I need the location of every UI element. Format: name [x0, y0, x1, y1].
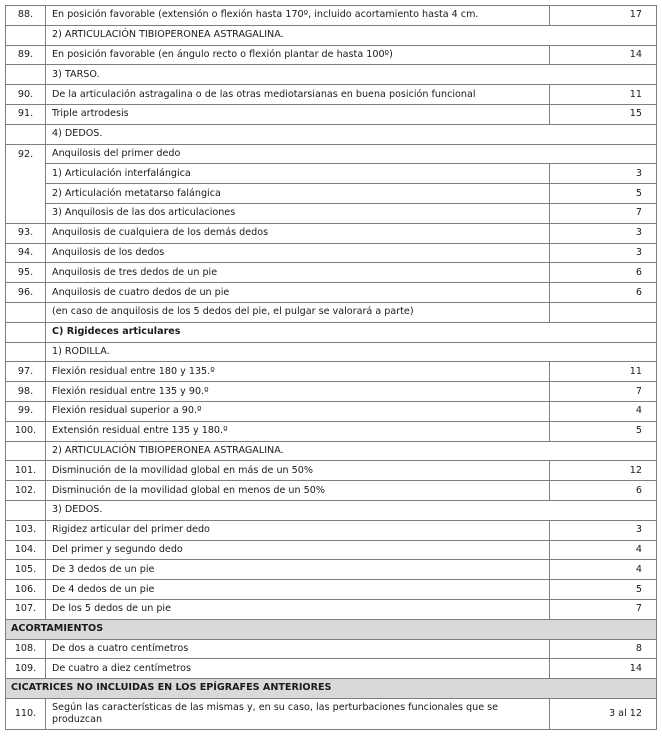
table-row — [6, 85, 657, 105]
empty-number-cell — [6, 322, 46, 342]
item-points: 3 — [550, 223, 657, 243]
item-points: 3 — [550, 520, 657, 540]
item-description: De 4 dedos de un pie — [46, 580, 550, 600]
item-number: 99. — [6, 401, 46, 421]
item-description: Flexión residual entre 135 y 90.º — [46, 382, 550, 402]
sub-item-description: 3) Anquilosis de las dos articulaciones — [46, 203, 550, 223]
item-points: 12 — [550, 461, 657, 481]
item-points: 3 al 12 — [550, 698, 657, 729]
item-points: 11 — [550, 362, 657, 382]
table-row — [6, 461, 657, 481]
item-description: Flexión residual superior a 90.º — [46, 401, 550, 421]
subheading-row — [6, 441, 657, 461]
item-description: Del primer y segundo dedo — [46, 540, 550, 560]
item-number: 95. — [6, 263, 46, 283]
scale-table — [5, 5, 657, 730]
table-row — [6, 263, 657, 283]
item-number: 103. — [6, 520, 46, 540]
table-row — [6, 144, 657, 164]
item-number: 93. — [6, 223, 46, 243]
subheading-row — [6, 65, 657, 85]
sub-item-row — [6, 164, 657, 184]
item-description: De los 5 dedos de un pie — [46, 599, 550, 619]
item-points: 5 — [550, 421, 657, 441]
subheading-label: 2) ARTICULACIÓN TIBIOPERONEA ASTRAGALINA. — [46, 25, 657, 45]
table-row — [6, 223, 657, 243]
item-points: 6 — [550, 263, 657, 283]
table-row — [6, 698, 657, 729]
item-number: 96. — [6, 283, 46, 303]
subheading-label: 1) RODILLA. — [46, 342, 657, 362]
empty-number-cell — [6, 441, 46, 461]
item-number: 97. — [6, 362, 46, 382]
table-row — [6, 283, 657, 303]
item-description: Rigidez articular del primer dedo — [46, 520, 550, 540]
section-header-row — [6, 619, 657, 639]
item-points: 15 — [550, 104, 657, 124]
item-description: Extensión residual entre 135 y 180.º — [46, 421, 550, 441]
subheading-label: C) Rigideces articulares — [46, 322, 657, 342]
table-row — [6, 659, 657, 679]
item-points: 11 — [550, 85, 657, 105]
item-points: 7 — [550, 599, 657, 619]
item-description: De dos a cuatro centímetros — [46, 639, 550, 659]
subheading-row — [6, 124, 657, 144]
item-number: 101. — [6, 461, 46, 481]
table-row — [6, 599, 657, 619]
item-points: 4 — [550, 401, 657, 421]
item-points: 3 — [550, 243, 657, 263]
item-description: Disminución de la movilidad global en menos de un 50% — [46, 481, 550, 501]
item-number: 89. — [6, 45, 46, 65]
item-number: 109. — [6, 659, 46, 679]
empty-number-cell — [6, 500, 46, 520]
subheading-row — [6, 322, 657, 342]
note-row — [6, 302, 657, 322]
subheading-label: 3) TARSO. — [46, 65, 657, 85]
item-points: 17 — [550, 6, 657, 26]
item-description: Disminución de la movilidad global en más de un 50% — [46, 461, 550, 481]
table-row — [6, 104, 657, 124]
empty-points-cell — [550, 302, 657, 322]
item-number: 92. — [6, 144, 46, 223]
section-header-row — [6, 679, 657, 699]
item-points: 4 — [550, 560, 657, 580]
item-number: 110. — [6, 698, 46, 729]
item-description: En posición favorable (extensión o flexión hasta 170º, incluido acortamiento hasta 4 cm. — [46, 6, 550, 26]
item-description: En posición favorable (en ángulo recto o flexión plantar de hasta 100º) — [46, 45, 550, 65]
sub-item-row — [6, 184, 657, 204]
item-number: 106. — [6, 580, 46, 600]
item-number: 98. — [6, 382, 46, 402]
table-row — [6, 243, 657, 263]
table-row — [6, 481, 657, 501]
subheading-label: 3) DEDOS. — [46, 500, 657, 520]
item-points: 14 — [550, 659, 657, 679]
item-number: 105. — [6, 560, 46, 580]
item-description: Triple artrodesis — [46, 104, 550, 124]
section-title: CICATRICES NO INCLUIDAS EN LOS EPÍGRAFES ANTERIORES — [6, 679, 657, 699]
table-row — [6, 639, 657, 659]
subheading-label: 4) DEDOS. — [46, 124, 657, 144]
table-row — [6, 362, 657, 382]
sub-item-description: 1) Articulación interfalángica — [46, 164, 550, 184]
table-row — [6, 382, 657, 402]
item-points: 4 — [550, 540, 657, 560]
item-number: 108. — [6, 639, 46, 659]
item-points: 14 — [550, 45, 657, 65]
item-points: 5 — [550, 580, 657, 600]
item-number: 90. — [6, 85, 46, 105]
table-row — [6, 580, 657, 600]
section-title: ACORTAMIENTOS — [6, 619, 657, 639]
sub-item-points: 5 — [550, 184, 657, 204]
item-number: 88. — [6, 6, 46, 26]
item-description: Según las características de las mismas y, en su caso, las perturbaciones funcionales que se produzcan — [46, 698, 550, 729]
sub-item-row — [6, 203, 657, 223]
item-description: Anquilosis del primer dedo — [46, 144, 657, 164]
item-description: Anquilosis de cuatro dedos de un pie — [46, 283, 550, 303]
empty-number-cell — [6, 302, 46, 322]
item-description: Flexión residual entre 180 y 135.º — [46, 362, 550, 382]
item-description: De 3 dedos de un pie — [46, 560, 550, 580]
item-number: 107. — [6, 599, 46, 619]
sub-item-points: 3 — [550, 164, 657, 184]
empty-number-cell — [6, 342, 46, 362]
scale-table-body — [6, 6, 657, 730]
item-description: De la articulación astragalina o de las otras mediotarsianas en buena posición funcional — [46, 85, 550, 105]
item-number: 102. — [6, 481, 46, 501]
subheading-row — [6, 25, 657, 45]
subheading-label: 2) ARTICULACIÓN TIBIOPERONEA ASTRAGALINA. — [46, 441, 657, 461]
item-points: 6 — [550, 283, 657, 303]
table-row — [6, 540, 657, 560]
item-number: 104. — [6, 540, 46, 560]
table-row — [6, 421, 657, 441]
table-row — [6, 45, 657, 65]
empty-number-cell — [6, 124, 46, 144]
item-points: 8 — [550, 639, 657, 659]
item-points: 6 — [550, 481, 657, 501]
sub-item-description: 2) Articulación metatarso falángica — [46, 184, 550, 204]
table-row — [6, 6, 657, 26]
item-description: Anquilosis de los dedos — [46, 243, 550, 263]
item-number: 91. — [6, 104, 46, 124]
subheading-row — [6, 500, 657, 520]
subheading-row — [6, 342, 657, 362]
item-number: 94. — [6, 243, 46, 263]
empty-number-cell — [6, 65, 46, 85]
item-number: 100. — [6, 421, 46, 441]
item-description: Anquilosis de tres dedos de un pie — [46, 263, 550, 283]
table-row — [6, 401, 657, 421]
item-points: 7 — [550, 382, 657, 402]
item-description: Anquilosis de cualquiera de los demás dedos — [46, 223, 550, 243]
empty-number-cell — [6, 25, 46, 45]
sub-item-points: 7 — [550, 203, 657, 223]
note-text: (en caso de anquilosis de los 5 dedos del pie, el pulgar se valorará a parte) — [46, 302, 550, 322]
table-row — [6, 560, 657, 580]
table-row — [6, 520, 657, 540]
item-description: De cuatro a diez centímetros — [46, 659, 550, 679]
